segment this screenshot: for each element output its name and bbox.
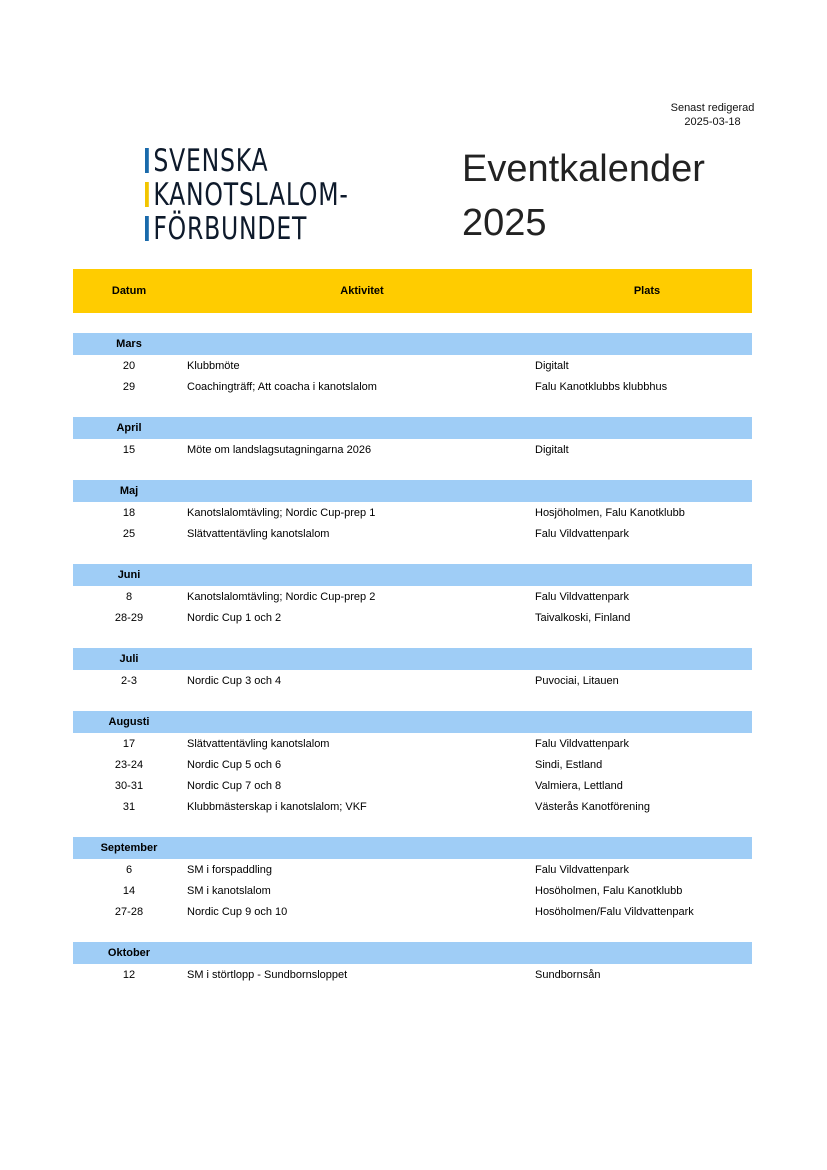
month-header-row xyxy=(73,711,752,733)
event-place: Falu Vildvattenpark xyxy=(535,590,629,603)
event-activity: SM i kanotslalom xyxy=(187,884,271,897)
month-name: September xyxy=(100,842,158,854)
event-date: 20 xyxy=(122,359,136,372)
month-header-row xyxy=(73,837,752,859)
month-block xyxy=(73,564,752,628)
page-title-line-1: Eventkalender xyxy=(462,148,705,190)
month-block xyxy=(73,711,752,817)
event-activity: Nordic Cup 1 och 2 xyxy=(187,611,282,624)
table-row xyxy=(73,859,752,880)
event-place: Puvociai, Litauen xyxy=(535,674,619,687)
month-block xyxy=(73,648,752,691)
event-activity: SM i störtlopp - Sundbornsloppet xyxy=(187,968,348,981)
table-header-row xyxy=(73,269,752,313)
table-row xyxy=(73,355,752,376)
month-name: Juni xyxy=(117,569,141,581)
page-title xyxy=(462,142,705,250)
month-header-row xyxy=(73,480,752,502)
month-header-row xyxy=(73,648,752,670)
event-activity: Nordic Cup 9 och 10 xyxy=(187,905,288,918)
event-date: 27-28 xyxy=(114,905,144,918)
last-edited xyxy=(640,101,785,129)
event-date: 8 xyxy=(125,590,133,603)
federation-logo xyxy=(145,144,413,246)
event-place: Sindi, Estland xyxy=(535,758,603,771)
event-activity: Kanotslalomtävling; Nordic Cup-prep 1 xyxy=(187,506,376,519)
event-date: 18 xyxy=(122,506,136,519)
event-place: Falu Kanotklubbs klubbhus xyxy=(535,380,668,393)
month-block xyxy=(73,417,752,460)
event-activity: Slätvattentävling kanotslalom xyxy=(187,737,330,750)
table-row xyxy=(73,754,752,775)
header-date: Datum xyxy=(111,285,147,297)
month-block xyxy=(73,942,752,985)
table-row xyxy=(73,439,752,460)
event-table xyxy=(73,269,752,985)
table-row xyxy=(73,733,752,754)
event-place: Sundbornsån xyxy=(535,968,601,981)
logo-line-3 xyxy=(145,212,349,246)
month-header-row xyxy=(73,564,752,586)
month-name: Juli xyxy=(119,653,139,665)
event-activity: Nordic Cup 7 och 8 xyxy=(187,779,282,792)
table-row xyxy=(73,670,752,691)
table-row xyxy=(73,502,752,523)
header-place: Plats xyxy=(633,285,661,297)
table-row xyxy=(73,586,752,607)
event-place: Hosöholmen/Falu Vildvattenpark xyxy=(535,905,694,918)
event-activity: Kanotslalomtävling; Nordic Cup-prep 2 xyxy=(187,590,376,603)
month-name: Mars xyxy=(116,338,142,350)
event-date: 12 xyxy=(122,968,136,981)
page-title-line-2: 2025 xyxy=(462,202,547,244)
event-place: Valmiera, Lettland xyxy=(535,779,623,792)
event-place: Taivalkoski, Finland xyxy=(535,611,631,624)
header-activity: Aktivitet xyxy=(340,285,384,297)
table-row xyxy=(73,376,752,397)
event-activity: SM i forspaddling xyxy=(187,863,272,876)
logo-text-2: KANOTSLALOM- xyxy=(153,177,349,213)
month-name: Maj xyxy=(119,485,139,497)
event-date: 31 xyxy=(122,800,136,813)
logo-line-2 xyxy=(145,178,349,212)
month-name: Oktober xyxy=(107,947,151,959)
event-activity: Nordic Cup 3 och 4 xyxy=(187,674,282,687)
logo-bar-2 xyxy=(145,182,149,207)
event-activity: Nordic Cup 5 och 6 xyxy=(187,758,282,771)
event-place: Hosjöholmen, Falu Kanotklubb xyxy=(535,506,685,519)
event-place: Västerås Kanotförening xyxy=(535,800,650,813)
logo-line-1 xyxy=(145,144,349,178)
month-block xyxy=(73,480,752,544)
event-place: Digitalt xyxy=(535,443,569,456)
event-date: 6 xyxy=(125,863,133,876)
event-date: 2-3 xyxy=(121,674,137,687)
event-place: Digitalt xyxy=(535,359,569,372)
event-date: 14 xyxy=(122,884,136,897)
event-date: 25 xyxy=(122,527,136,540)
event-date: 17 xyxy=(122,737,136,750)
month-name: April xyxy=(116,422,142,434)
event-date: 29 xyxy=(122,380,136,393)
event-date: 28-29 xyxy=(114,611,144,624)
event-place: Falu Vildvattenpark xyxy=(535,527,629,540)
table-row xyxy=(73,607,752,628)
logo-text-1: SVENSKA xyxy=(153,143,269,179)
event-activity: Slätvattentävling kanotslalom xyxy=(187,527,330,540)
month-block xyxy=(73,333,752,397)
last-edited-date: 2025-03-18 xyxy=(684,116,741,128)
event-place: Falu Vildvattenpark xyxy=(535,863,629,876)
table-row xyxy=(73,523,752,544)
table-row xyxy=(73,880,752,901)
last-edited-label: Senast redigerad xyxy=(670,102,755,114)
logo-bar-1 xyxy=(145,148,149,173)
event-place: Falu Vildvattenpark xyxy=(535,737,629,750)
event-activity: Coachingträff; Att coacha i kanotslalom xyxy=(187,380,377,393)
months-container xyxy=(73,333,752,985)
event-date: 15 xyxy=(122,443,136,456)
month-header-row xyxy=(73,417,752,439)
month-block xyxy=(73,837,752,922)
event-date: 23-24 xyxy=(114,758,144,771)
event-activity: Klubbmästerskap i kanotslalom; VKF xyxy=(187,800,367,813)
month-header-row xyxy=(73,942,752,964)
month-header-row xyxy=(73,333,752,355)
logo-bar-3 xyxy=(145,216,149,241)
table-row xyxy=(73,901,752,922)
event-place: Hosöholmen, Falu Kanotklubb xyxy=(535,884,683,897)
table-row xyxy=(73,775,752,796)
event-date: 30-31 xyxy=(114,779,144,792)
event-activity: Möte om landslagsutagningarna 2026 xyxy=(187,443,372,456)
logo-text-3: FÖRBUNDET xyxy=(153,211,308,247)
table-row xyxy=(73,796,752,817)
month-name: Augusti xyxy=(108,716,150,728)
event-activity: Klubbmöte xyxy=(187,359,240,372)
table-row xyxy=(73,964,752,985)
